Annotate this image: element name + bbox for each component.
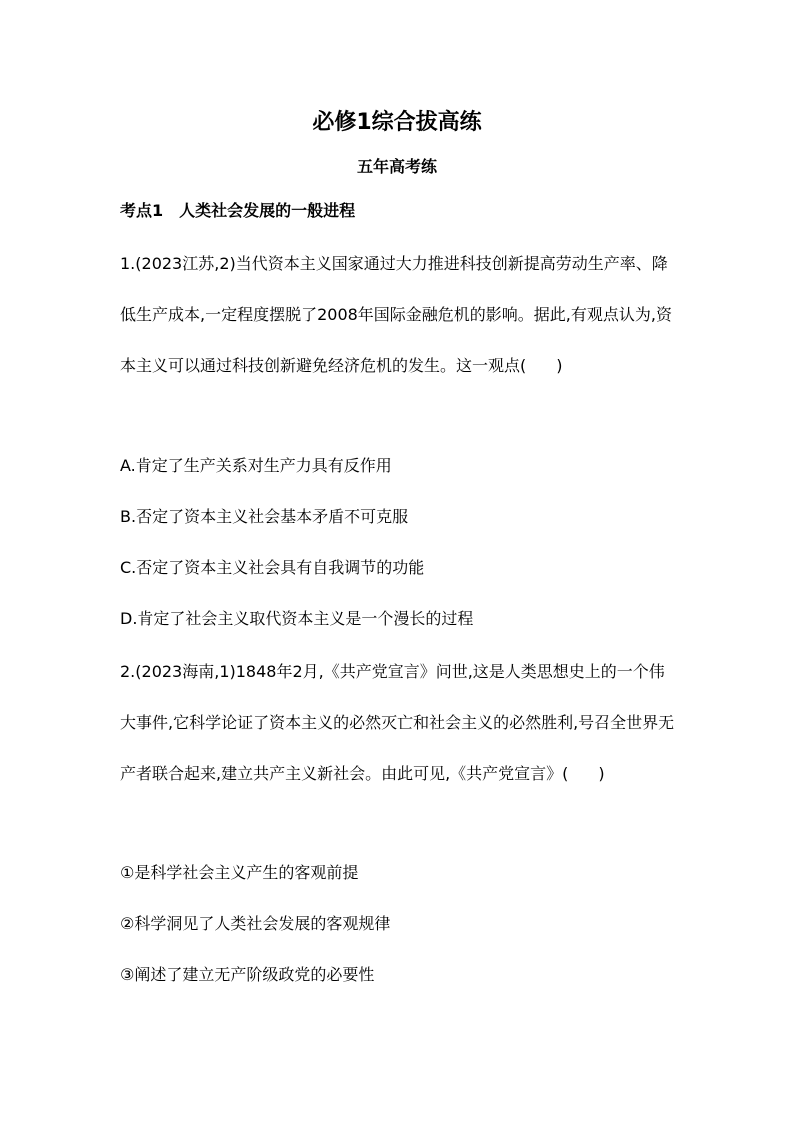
question-1-stem [120, 238, 676, 391]
question-1-option-d: D.肯定了社会主义取代资本主义是一个漫长的过程 [120, 609, 474, 628]
section-heading: 考点1 人类社会发展的一般进程 [120, 201, 356, 220]
question-1-option-b: B.否定了资本主义社会基本矛盾不可克服 [120, 507, 409, 526]
page-title: 必修1综合拔高练 [312, 110, 482, 135]
question-2-option-3: ③阐述了建立无产阶级政党的必要性 [120, 965, 375, 984]
question-1-paren-close: ) [556, 356, 563, 375]
question-2-text: 2.(2023海南,1)1848年2月,《共产党宣言》问世,这是人类思想史上的一个伟大事件,它科学论证了资本主义的必然灭亡和社会主义的必然胜利,号召全世界无产者联合起来,建立共产主义新社会。由此可见,《共产党宣言》( [120, 662, 675, 783]
question-1-text: 1.(2023江苏,2)当代资本主义国家通过大力推进科技创新提高劳动生产率、降低生产成本,一定程度摆脱了2008年国际金融危机的影响。据此,有观点认为,资本主义可以通过科技创新避免经济危机的发生。这一观点( [120, 254, 672, 375]
page-subtitle: 五年高考练 [356, 157, 437, 176]
question-2-option-1: ①是科学社会主义产生的客观前提 [120, 863, 359, 882]
question-2-paren-close: ) [598, 764, 605, 783]
question-1-option-c: C.否定了资本主义社会具有自我调节的功能 [120, 558, 425, 577]
question-2-option-2: ②科学洞见了人类社会发展的客观规律 [120, 914, 391, 933]
question-1-option-a: A.肯定了生产关系对生产力具有反作用 [120, 456, 392, 475]
question-2-stem [120, 646, 676, 799]
